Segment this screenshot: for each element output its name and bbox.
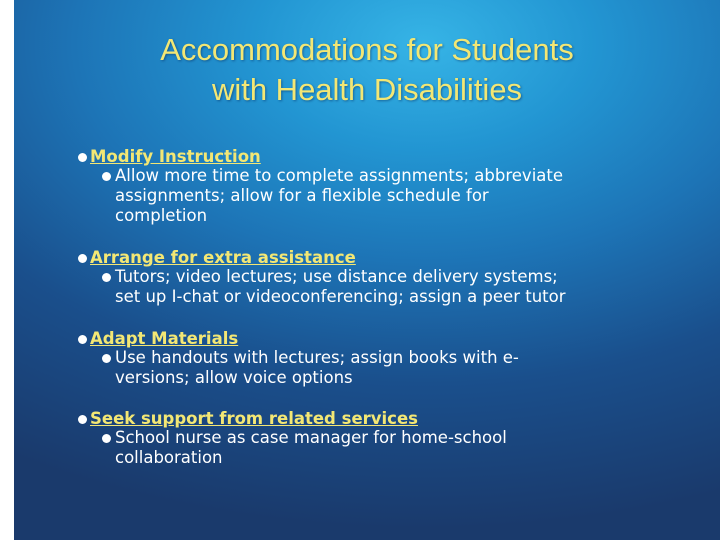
detail-line: versions; allow voice options <box>115 368 353 387</box>
bullet-icon <box>102 434 111 443</box>
bullet-icon <box>78 254 87 263</box>
detail-line: Tutors; video lectures; use distance delivery systems; <box>115 267 558 286</box>
detail-line: Use handouts with lectures; assign books with e- <box>115 348 519 367</box>
detail-line: Allow more time to complete assignments; abbreviate <box>115 166 564 185</box>
detail-line: assignments; allow for a flexible schedule for <box>115 186 489 205</box>
heading-link-modify-instruction[interactable]: Modify Instruction <box>90 147 261 166</box>
bullet-icon <box>102 273 111 282</box>
title-line-2: with Health Disabilities <box>211 72 523 107</box>
bullet-icon <box>102 354 111 363</box>
detail-text <box>115 428 675 468</box>
detail-line: School nurse as case manager for home-school <box>115 428 507 447</box>
heading-link-extra-assistance[interactable]: Arrange for extra assistance <box>90 248 356 267</box>
detail-line: completion <box>115 206 208 225</box>
detail-text <box>115 166 675 226</box>
heading-link-adapt-materials[interactable]: Adapt Materials <box>90 329 239 348</box>
bullet-icon <box>78 153 87 162</box>
title-line-1: Accommodations for Students <box>160 32 574 67</box>
bullet-icon <box>102 172 111 181</box>
detail-line: set up I-chat or videoconferencing; assign a peer tutor <box>115 287 566 306</box>
slide-title <box>44 30 690 110</box>
bullet-icon <box>78 415 87 424</box>
detail-text <box>115 267 675 307</box>
bullet-icon <box>78 335 87 344</box>
detail-line: collaboration <box>115 448 223 467</box>
slide <box>14 0 720 540</box>
detail-text <box>115 348 675 388</box>
heading-link-related-services[interactable]: Seek support from related services <box>90 409 418 428</box>
